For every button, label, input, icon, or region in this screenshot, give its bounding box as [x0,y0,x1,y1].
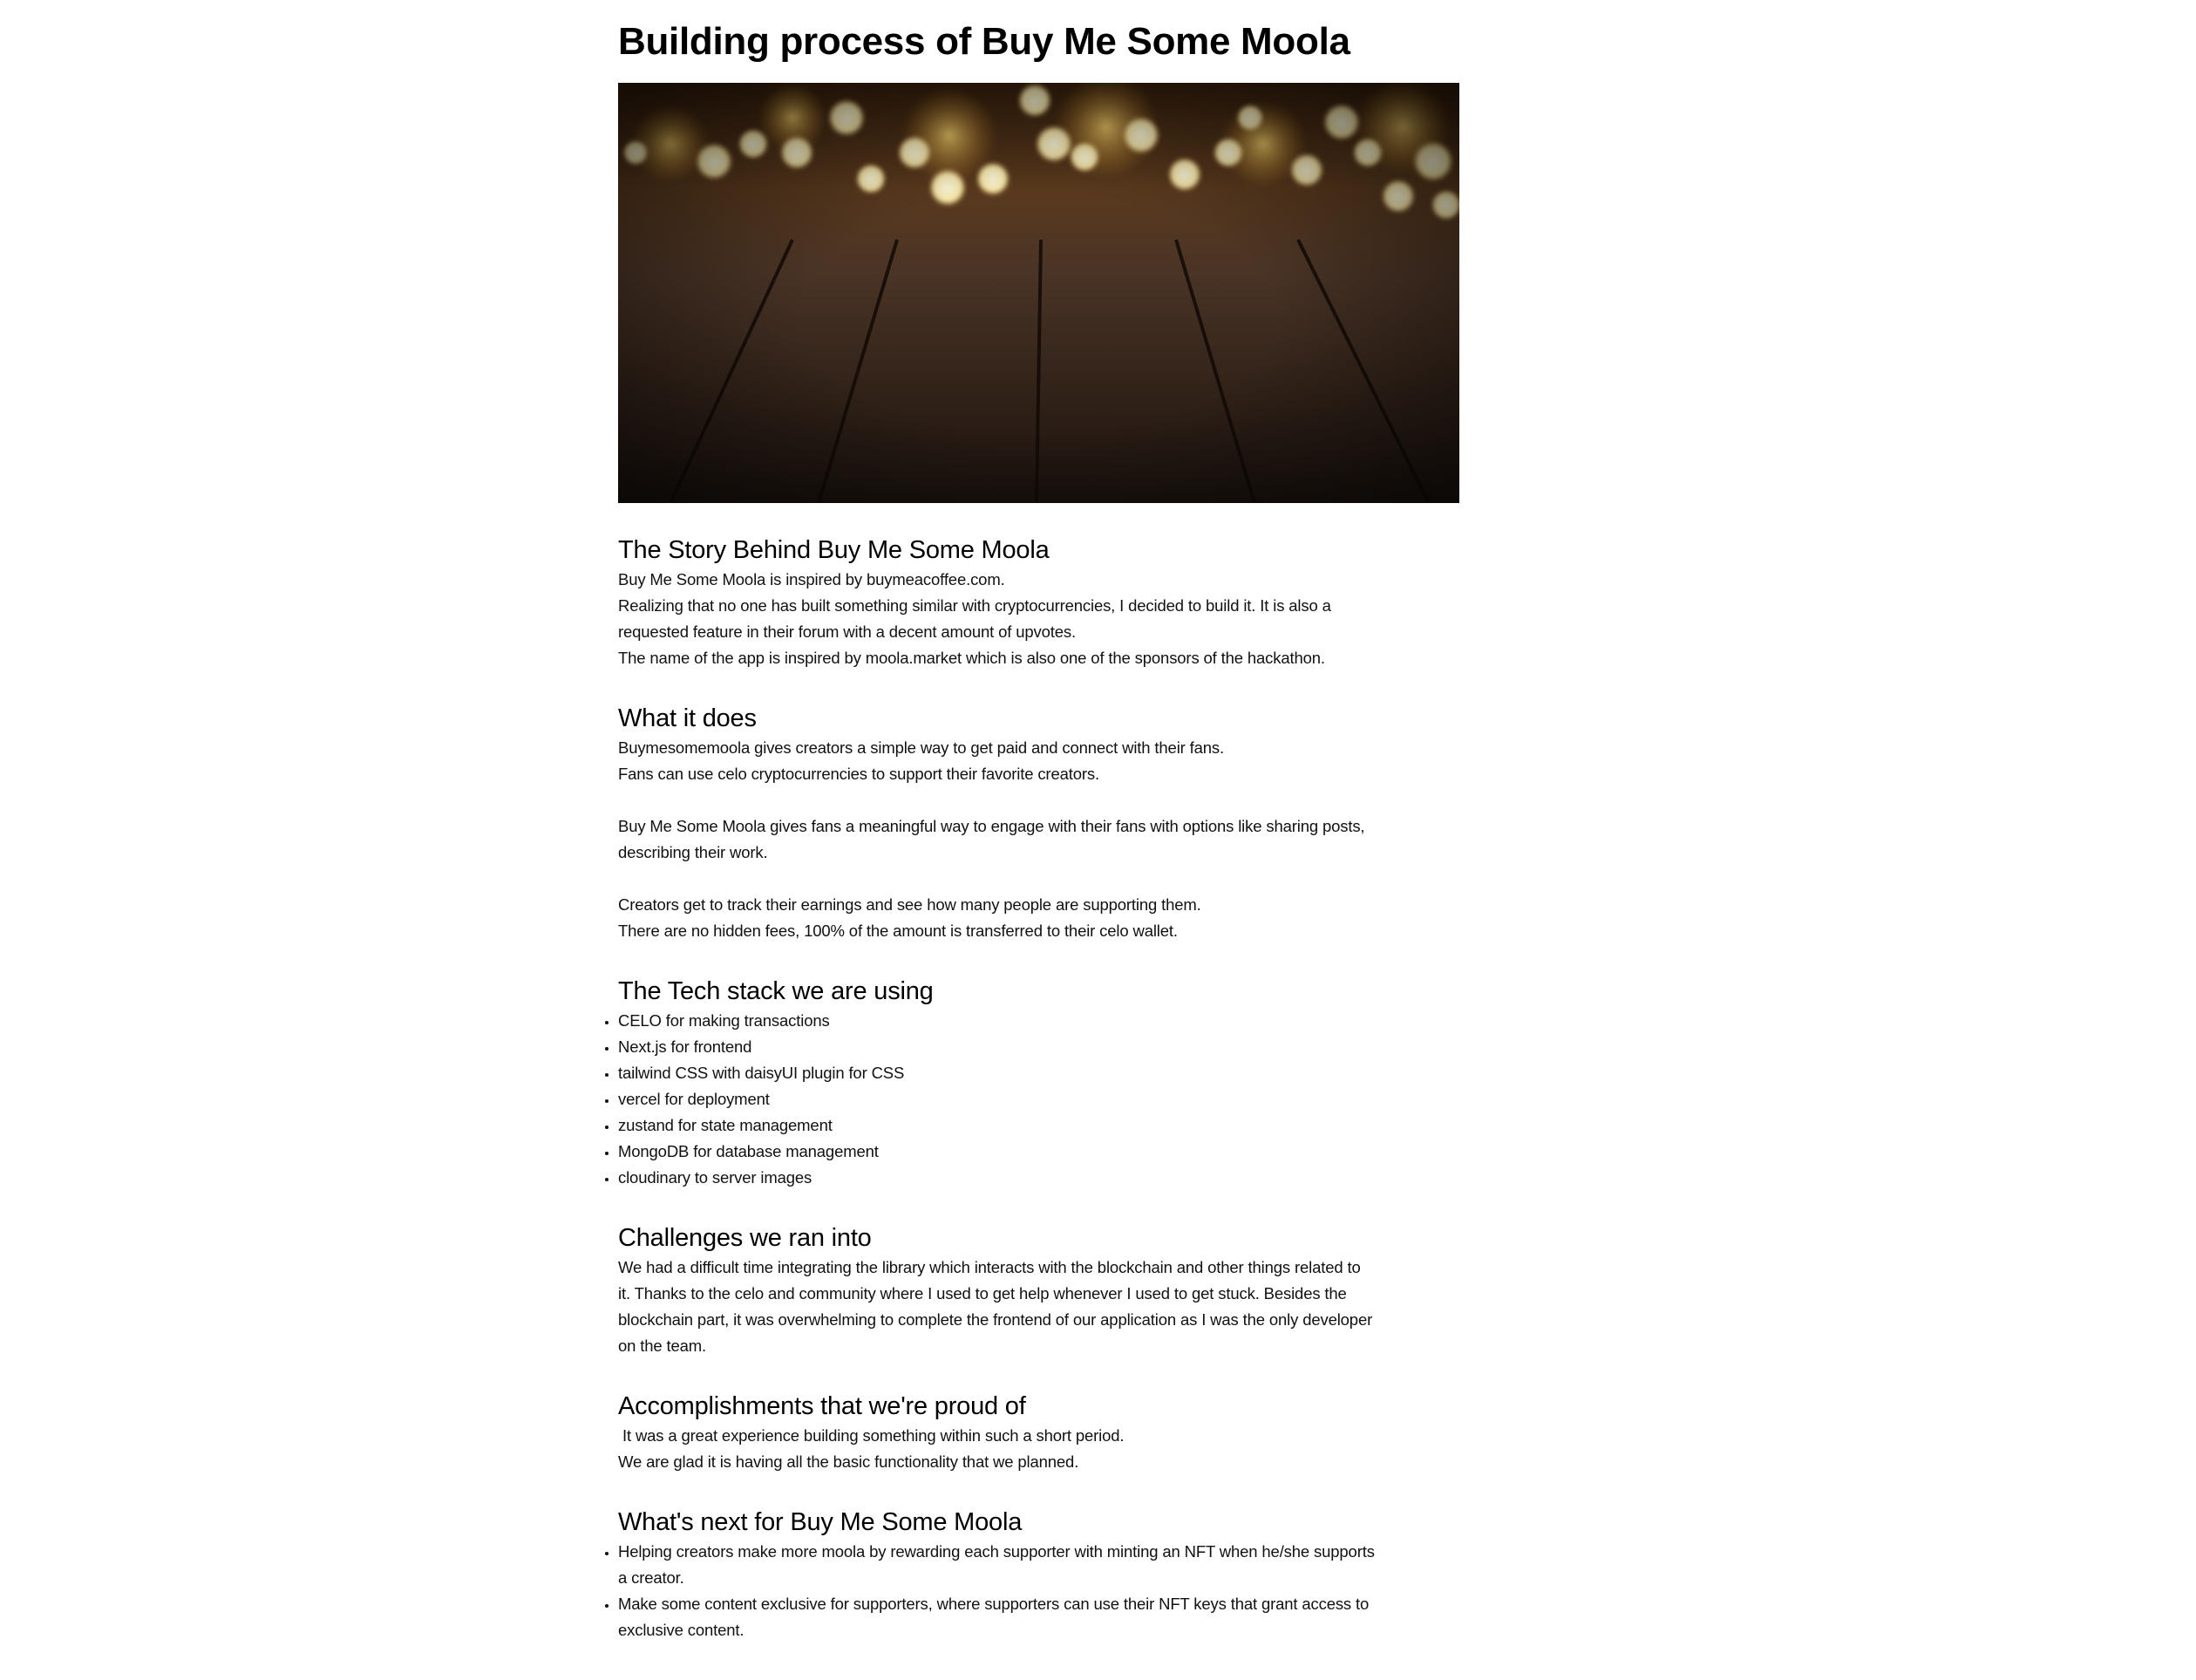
text-line: It was a great experience building something within such a short period. [618,1426,1125,1445]
tech-list [618,1008,1459,1191]
list-item: • zustand for state management [618,1112,1459,1139]
text-line: Fans can use celo cryptocurrencies to support their favorite creators. [618,765,1099,783]
text-line: Buymesomemoola gives creators a simple way to get paid and connect with their fans. [618,738,1225,757]
text-line: • Helping creators make more moola by rewarding each supporter with minting an NFT when he/she supports [618,1542,1375,1561]
section-heading: The Story Behind Buy Me Some Moola [618,536,1050,564]
text-line: We are glad it is having all the basic functionality that we planned. [618,1452,1079,1471]
text-line: There are no hidden fees, 100% of the amount is transferred to their celo wallet. [618,922,1178,940]
section-heading: Accomplishments that we're proud of [618,1392,1026,1420]
section-story [618,534,1459,671]
text-line: We had a difficult time integrating the library which interacts with the blockchain and other things related to [618,1258,1361,1276]
section-accomplishments [618,1391,1459,1475]
list-item [618,1539,1459,1591]
text-line: blockchain part, it was overwhelming to complete the frontend of our application as I was the only developer [618,1310,1373,1329]
text-line: The name of the app is inspired by moola.market which is also one of the sponsors of the hackathon. [618,649,1325,667]
section-tech-stack [618,976,1459,1191]
article [618,17,1459,1643]
list-item: • CELO for making transactions [618,1008,1459,1034]
text-line: it. Thanks to the celo and community where I used to get help whenever I used to get stuck. Besides the [618,1284,1347,1303]
section-heading: The Tech stack we are using [618,977,934,1005]
text-line: exclusive content. [618,1621,744,1639]
section-whats-next [618,1507,1459,1643]
list-item: • cloudinary to server images [618,1165,1459,1191]
list-item: • MongoDB for database management [618,1139,1459,1165]
next-list [618,1539,1459,1643]
section-heading: What's next for Buy Me Some Moola [618,1508,1023,1536]
section-heading: What it does [618,704,757,732]
text-line: Realizing that no one has built something similar with cryptocurrencies, I decided to build it. It is also a [618,596,1331,615]
list-item: • Next.js for frontend [618,1034,1459,1060]
section-challenges [618,1222,1459,1359]
list-item: • vercel for deployment [618,1086,1459,1112]
page-title: Building process of Buy Me Some Moola [618,20,1350,63]
section-heading: Challenges we ran into [618,1224,872,1252]
text-line: requested feature in their forum with a decent amount of upvotes. [618,622,1077,641]
list-item [618,1591,1459,1643]
text-line: Buy Me Some Moola is inspired by buymeacoffee.com. [618,570,1005,588]
text-line: Creators get to track their earnings and see how many people are supporting them. [618,895,1201,914]
text-line: describing their work. [618,843,768,861]
text-line: on the team. [618,1337,707,1355]
list-item: • tailwind CSS with daisyUI plugin for CSS [618,1060,1459,1086]
section-what-it-does [618,703,1459,944]
text-line: • Make some content exclusive for supporters, where supporters can use their NFT keys that grant access to [618,1595,1370,1613]
text-line: a creator. [618,1568,684,1587]
text-line: Buy Me Some Moola gives fans a meaningful way to engage with their fans with options like sharing posts, [618,817,1365,835]
hero-image [618,83,1459,503]
